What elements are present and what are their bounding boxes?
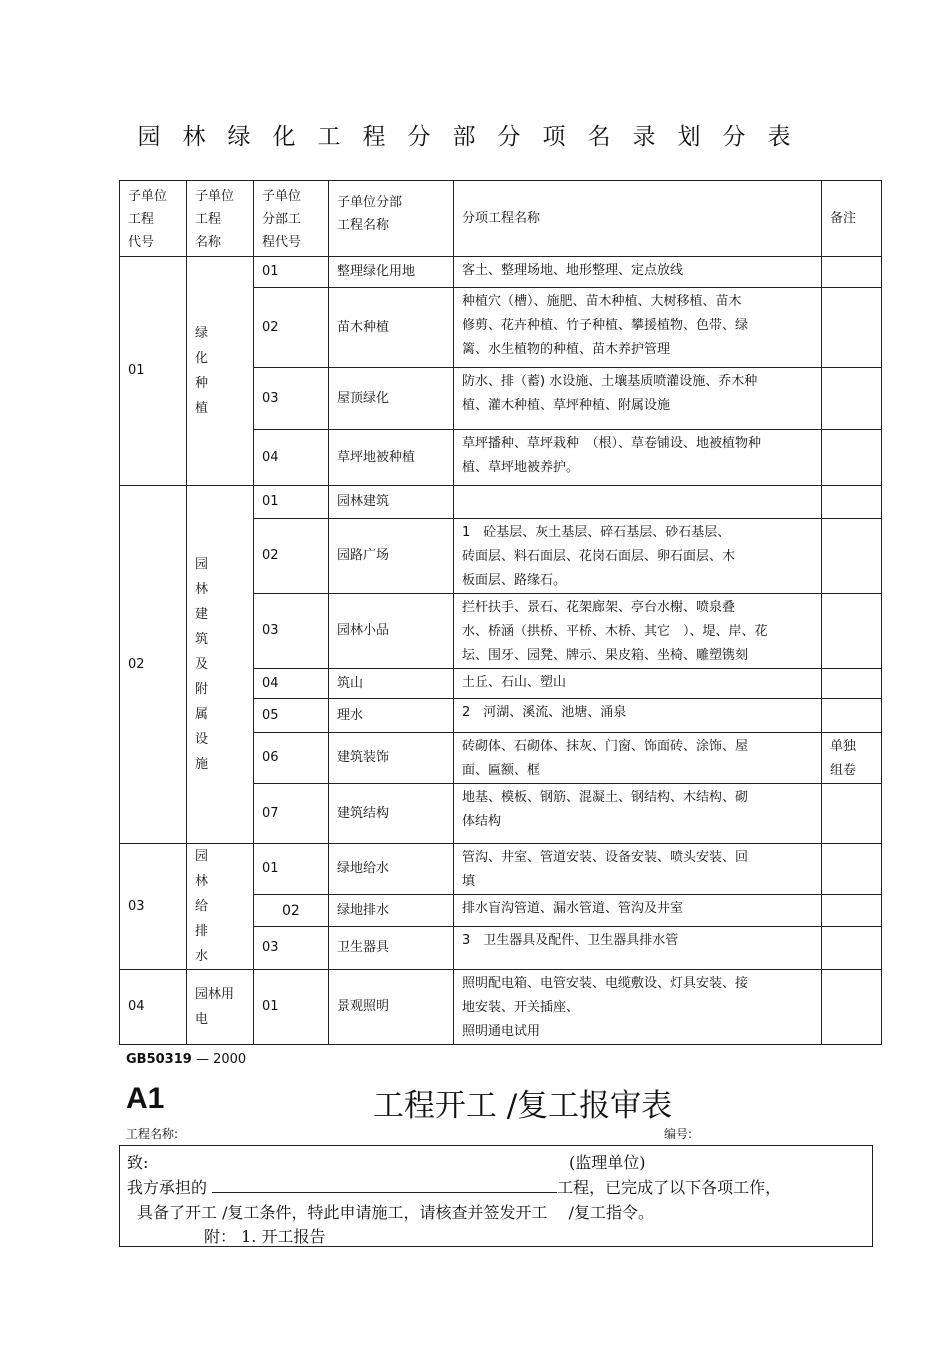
item-line: 照明通电试用: [462, 1024, 541, 1039]
remark: [822, 895, 882, 927]
division-name: 整理绿化用地: [329, 257, 454, 288]
undertake-suffix: 工程，已完成了以下各项工作，: [557, 1178, 782, 1197]
division-name: 景观照明: [329, 970, 454, 1045]
division-code: 01: [254, 844, 329, 895]
remark: [822, 669, 882, 699]
remark: [822, 288, 882, 368]
division-name: 草坪地被种植: [329, 430, 454, 486]
item-line: 土丘、石山、塑山: [462, 675, 567, 690]
item-names: [454, 519, 822, 594]
division-name: 卫生器具: [329, 927, 454, 970]
item-line: 面、匾额、框: [462, 763, 541, 778]
item-line: 砖砌体、石砌体、抹灰、门窗、饰面砖、涂饰、屋: [462, 739, 749, 754]
division-name: 屋顶绿化: [329, 368, 454, 430]
division-code: 01: [254, 970, 329, 1045]
table-row: [120, 844, 882, 895]
table-header-row: [120, 181, 882, 257]
header-remark: 备注: [822, 181, 882, 257]
subunit-name-char: 林: [195, 582, 209, 597]
subunit-name-char: 化: [195, 351, 209, 366]
subunit-name-char: 属: [195, 707, 209, 722]
item-line: 植、草坪地被养护。: [462, 460, 580, 475]
item-names: [454, 288, 822, 368]
subunit-name-char: 电: [195, 1012, 209, 1027]
item-names: [454, 486, 822, 519]
project-name-label: 工程名称:: [126, 1127, 179, 1141]
subunit-name-char: 给: [195, 899, 209, 914]
standard-code-year: — 2000: [195, 1052, 247, 1067]
division-code: 03: [254, 368, 329, 430]
division-name: 理水: [329, 699, 454, 733]
remark: [822, 486, 882, 519]
header-subunit-code: [120, 181, 187, 257]
item-names: [454, 927, 822, 970]
header-division-name-line: 子单位分部: [337, 195, 403, 210]
remark: [822, 784, 882, 844]
division-name: 园林建筑: [329, 486, 454, 519]
item-line: 砖面层、料石面层、花岗石面层、卵石面层、木: [462, 549, 736, 564]
item-names: [454, 733, 822, 784]
header-subunit-name-line: 名称: [195, 235, 222, 250]
item-line: 客土、整理场地、地形整理、定点放线: [462, 263, 684, 278]
subunit-name-char: 园林用: [195, 987, 235, 1002]
header-division-name: [329, 181, 454, 257]
supervisor-label: (监理单位): [569, 1153, 646, 1172]
header-division-code-line: 子单位: [262, 189, 302, 204]
division-code: 01: [254, 257, 329, 288]
item-line: 照明配电箱、电管安装、电缆敷设、灯具安装、接: [462, 976, 749, 991]
division-code: 04: [254, 430, 329, 486]
subunit-name-char: 种: [195, 376, 209, 391]
header-division-code-line: 分部工: [262, 212, 302, 227]
remark: [822, 970, 882, 1045]
division-code: 06: [254, 733, 329, 784]
item-line: 管沟、井室、管道安装、设备安装、喷头安装、回: [462, 850, 749, 865]
header-subunit-name-line: 子单位: [195, 189, 235, 204]
subunit-code: 01: [120, 257, 187, 486]
remark: 单独组卷: [822, 733, 882, 784]
subunit-code: 02: [120, 486, 187, 844]
subunit-code: 04: [120, 970, 187, 1045]
division-name: 绿地排水: [329, 895, 454, 927]
form-code: A1: [126, 1082, 165, 1115]
header-division-name-line: 工程名称: [337, 218, 390, 233]
division-name: 园路广场: [329, 519, 454, 594]
item-line: 板面层、路缘石。: [462, 573, 567, 588]
division-code: 02: [254, 288, 329, 368]
item-line: 1 砼基层、灰土基层、碎石基层、砂石基层、: [462, 525, 731, 540]
subunit-name: [187, 844, 254, 970]
division-name: 园林小品: [329, 594, 454, 669]
subunit-name: [187, 970, 254, 1045]
undertake-line: [127, 1175, 781, 1198]
item-line: 2 河湖、溪流、池塘、涌泉: [462, 705, 627, 720]
subunit-name-char: 水: [195, 949, 209, 964]
division-code: 02: [254, 895, 329, 927]
item-line: 坛、围牙、园凳、牌示、果皮箱、坐椅、雕塑镌刻: [462, 648, 749, 663]
table-row: [120, 486, 882, 519]
item-line: 3 卫生器具及配件、卫生器具排水管: [462, 933, 679, 948]
undertake-prefix: 我方承担的: [127, 1178, 208, 1197]
table-row: [120, 257, 882, 288]
subunit-name-char: 植: [195, 401, 209, 416]
item-line: 体结构: [462, 814, 502, 829]
remark: [822, 430, 882, 486]
division-name: 苗木种植: [329, 288, 454, 368]
item-line: 修剪、花卉种植、竹子种植、攀援植物、色带、绿: [462, 318, 749, 333]
subunit-name-char: 林: [195, 874, 209, 889]
division-code: 03: [254, 594, 329, 669]
division-code: 02: [254, 519, 329, 594]
item-line: 地基、模板、钢筋、混凝土、钢结构、木结构、砌: [462, 790, 749, 805]
header-subunit-code-line: 子单位: [128, 189, 168, 204]
division-code: 05: [254, 699, 329, 733]
form-title: 工程开工 /复工报审表: [372, 1088, 673, 1124]
subunit-code: 03: [120, 844, 187, 970]
header-subunit-name-line: 工程: [195, 212, 222, 227]
attachment-line: 附： 1. 开工报告: [204, 1227, 326, 1246]
item-line: 篱、水生植物的种植、苗木养护管理: [462, 342, 671, 357]
subunit-name-char: 园: [195, 849, 209, 864]
subunit-name-char: 建: [195, 607, 209, 622]
header-division-code: [254, 181, 329, 257]
table-row: [120, 970, 882, 1045]
header-subunit-code-line: 代号: [128, 235, 155, 250]
subunit-name-char: 绿: [195, 326, 209, 341]
header-division-code-line: 程代号: [262, 235, 302, 250]
subunit-name-char: 排: [195, 924, 209, 939]
item-names: [454, 594, 822, 669]
header-subunit-name: [187, 181, 254, 257]
item-names: [454, 844, 822, 895]
item-names: [454, 895, 822, 927]
item-names: [454, 669, 822, 699]
division-code: 04: [254, 669, 329, 699]
item-line: 填: [462, 874, 476, 889]
item-line: 排水盲沟管道、漏水管道、管沟及井室: [462, 901, 684, 916]
item-names: [454, 430, 822, 486]
division-code: 01: [254, 486, 329, 519]
item-names: [454, 699, 822, 733]
project-blank: [212, 1178, 557, 1193]
item-line: 拦杆扶手、景石、花架廊架、亭台水榭、喷泉叠: [462, 600, 736, 615]
subunit-name-char: 及: [195, 657, 209, 672]
item-line: 防水、排（蓄) 水设施、土壤基质喷灌设施、乔木种: [462, 374, 758, 389]
remark: [822, 844, 882, 895]
item-line: 植、灌木种植、草坪种植、附属设施: [462, 398, 671, 413]
remark: [822, 519, 882, 594]
remark: [822, 594, 882, 669]
division-name: 建筑结构: [329, 784, 454, 844]
subunit-name-char: 设: [195, 732, 209, 747]
item-names: [454, 368, 822, 430]
standard-code: [126, 1052, 246, 1067]
subunit-name-char: 园: [195, 557, 209, 572]
subunit-name-char: 施: [195, 757, 209, 772]
subunit-name-char: 附: [195, 682, 209, 697]
item-line: 草坪播种、草坪栽种 （根）、草卷铺设、地被植物种: [462, 436, 762, 451]
subunit-name-char: 筑: [195, 632, 209, 647]
header-subunit-code-line: 工程: [128, 212, 155, 227]
remark: [822, 927, 882, 970]
to-label: 致:: [127, 1153, 149, 1172]
standard-code-number: GB50319: [126, 1052, 192, 1067]
item-line: 种植穴（槽）、施肥、苗木种植、大树移植、苗木: [462, 294, 742, 309]
header-item-name: 分项工程名称: [454, 181, 822, 257]
item-names: [454, 784, 822, 844]
item-names: [454, 970, 822, 1045]
item-line: 地安装、开关插座、: [462, 1000, 580, 1015]
application-form: [119, 1145, 873, 1247]
subunit-name: [187, 486, 254, 844]
division-name: 筑山: [329, 669, 454, 699]
division-name: 绿地给水: [329, 844, 454, 895]
page-title: 园林绿化工程分部分项名录划分表: [137, 124, 813, 150]
item-line: 水、桥涵（拱桥、平桥、木桥、其它 ）、堤、岸、花: [462, 624, 768, 639]
item-names: [454, 257, 822, 288]
remark: [822, 257, 882, 288]
division-name: 建筑装饰: [329, 733, 454, 784]
division-code: 07: [254, 784, 329, 844]
remark: [822, 699, 882, 733]
division-code: 03: [254, 927, 329, 970]
conditions-line: 具备了开工 /复工条件，特此申请施工，请核查并签发开工 /复工指令。: [137, 1203, 654, 1222]
subunit-name: [187, 257, 254, 486]
serial-number-label: 编号:: [664, 1127, 693, 1141]
remark: [822, 368, 882, 430]
division-table: [119, 180, 882, 1045]
